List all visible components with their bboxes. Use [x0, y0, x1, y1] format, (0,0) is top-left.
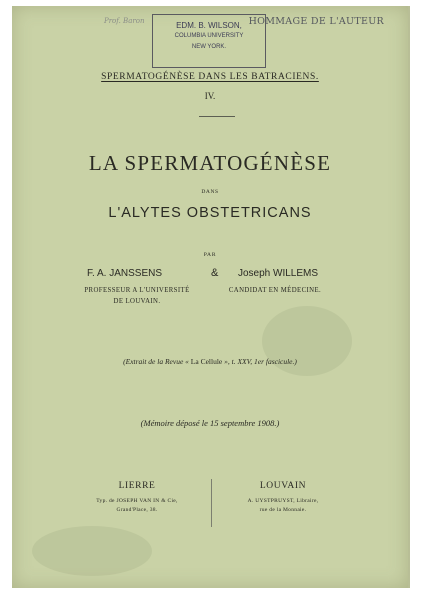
author-affiliation-2: [225, 285, 325, 296]
divider-rule: [199, 116, 235, 117]
series-title: [12, 72, 408, 82]
hommage-inscription: HOMMAGE DE L'AUTEUR: [248, 16, 384, 27]
series-title-text: SPERMATOGÉNÈSE DANS LES BATRACIENS.: [101, 72, 319, 82]
document-cover: [12, 6, 410, 588]
par-connector: PAR: [203, 252, 217, 258]
imprint-city-1: LIERRE: [118, 481, 156, 491]
author-name-2: Joseph WILLEMS: [238, 268, 319, 279]
pencil-note: Prof. Baron: [104, 17, 145, 25]
volume-number: IV.: [204, 91, 216, 101]
imprint-line: A. UYSTPRUYST, Libraire,: [247, 498, 319, 504]
subtitle: L'ALYTES OBSTETRICANS: [108, 205, 312, 221]
affiliation-line: DE LOUVAIN.: [113, 298, 161, 305]
extract-note: [12, 357, 408, 366]
memoire-note: (Mémoire déposé le 15 septembre 1908.): [140, 418, 280, 428]
page-title: LA SPERMATOGÉNÈSE: [88, 151, 332, 175]
extract-suffix: », t. XXV, 1er fascicule.): [222, 357, 297, 366]
ampersand: &: [211, 267, 219, 279]
imprint-line: Grand'Place, 38.: [116, 507, 158, 513]
affiliation-line: PROFESSEUR A L'UNIVERSITÉ: [84, 287, 190, 294]
author-name-1: F. A. JANSSENS: [87, 268, 163, 279]
journal-name: La Cellule: [190, 357, 223, 366]
stamp-line-1: EDM. B. WILSON,: [176, 21, 242, 30]
imprint-line: Typ. de JOSEPH VAN IN & Cie,: [96, 498, 178, 504]
dans-connector: DANS: [201, 189, 219, 195]
imprint-publisher-1: [64, 497, 210, 515]
imprint-publisher-2: [218, 497, 348, 515]
imprint-city-2: LOUVAIN: [259, 481, 307, 491]
stamp-line-3: NEW YORK.: [191, 44, 227, 50]
paper-stain: [32, 526, 152, 576]
affiliation-line: CANDIDAT EN MÉDECINE.: [228, 287, 322, 294]
stamp-line-2: COLUMBIA UNIVERSITY: [174, 33, 244, 39]
imprint-divider: [211, 479, 212, 527]
author-affiliation-1: [78, 285, 196, 307]
imprint-line: rue de la Monnaie.: [259, 507, 307, 513]
extract-prefix: (Extrait de la Revue «: [123, 357, 191, 366]
